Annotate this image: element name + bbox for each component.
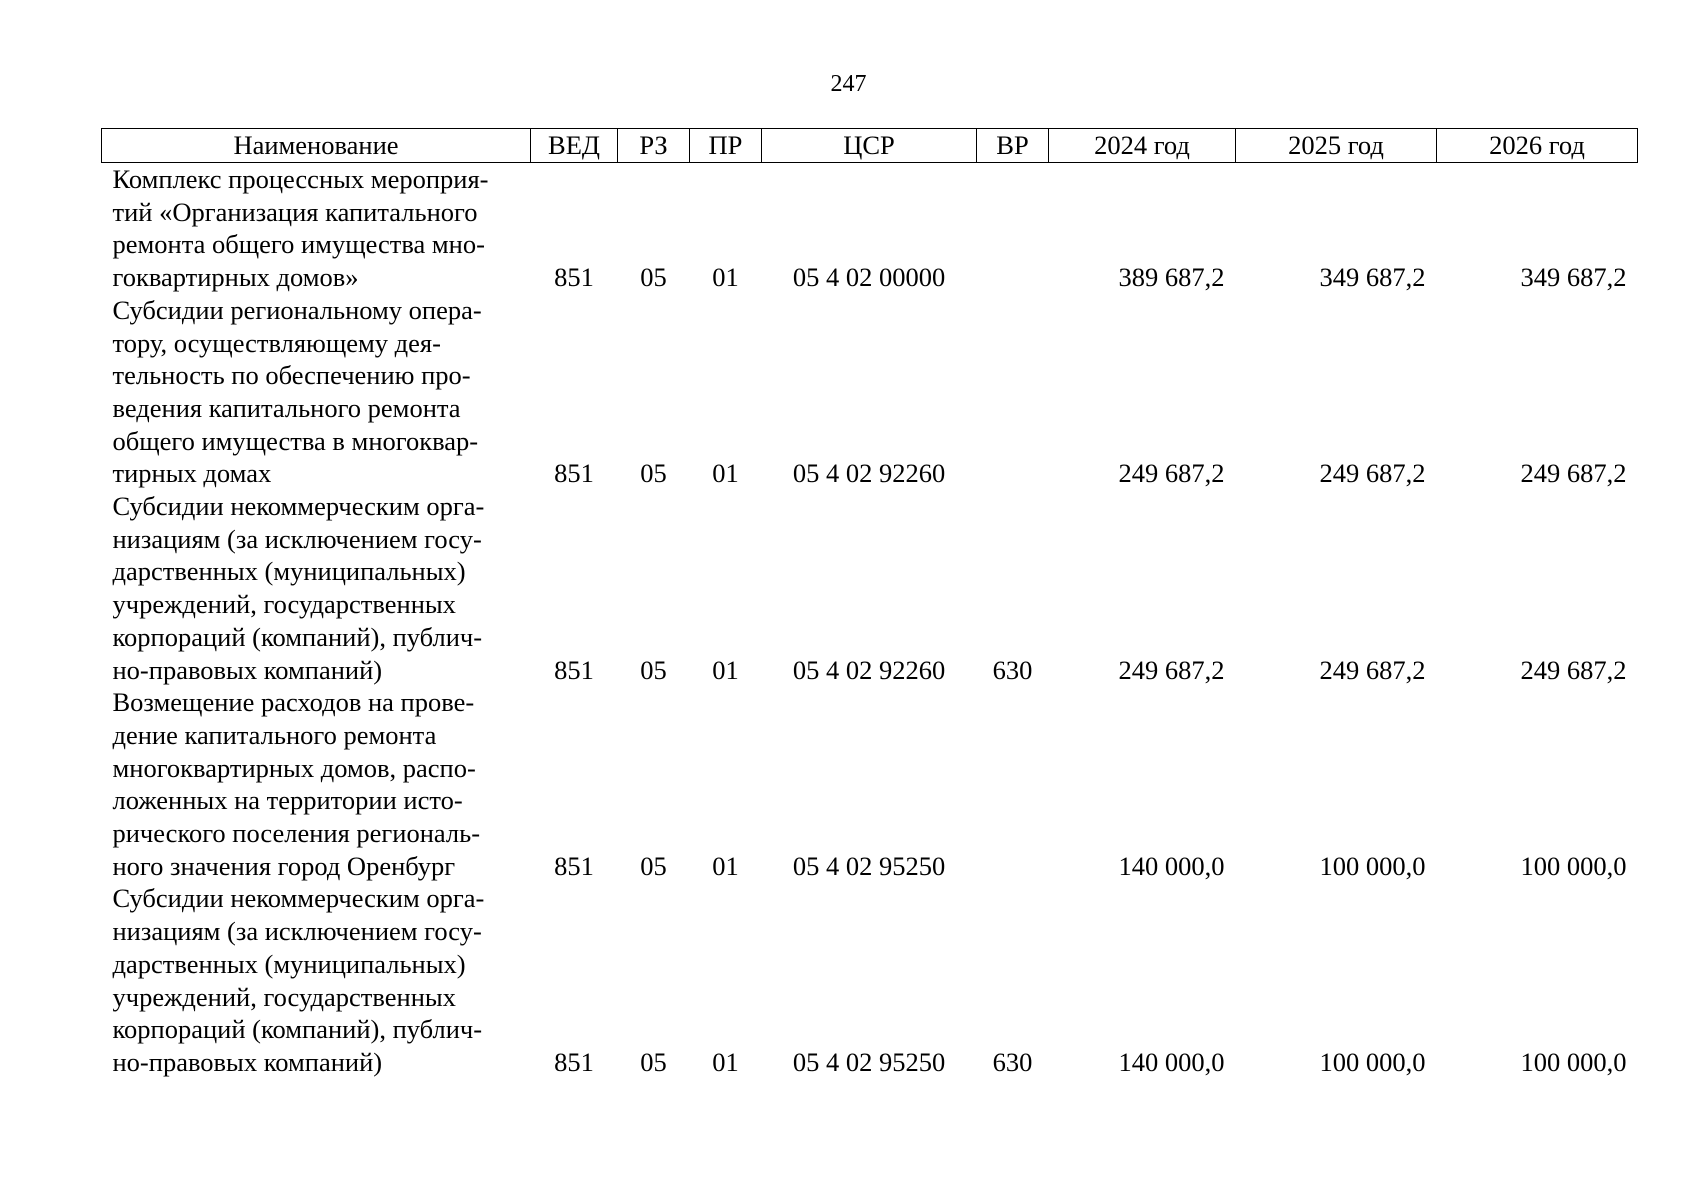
row-2025: 100 000,0 <box>1319 1046 1426 1077</box>
row-ved: 851 <box>554 458 594 489</box>
table-row <box>102 294 1638 490</box>
row-name-line: тору, осуществляющему дея- <box>112 327 441 358</box>
row-2025: 249 687,2 <box>1319 458 1426 489</box>
row-name-line: Комплекс процессных мероприя- <box>112 164 489 194</box>
row-name-line: многоквартирных домов, распо- <box>112 752 476 783</box>
row-rz: 05 <box>640 458 667 489</box>
header-2025: 2025 год <box>1236 129 1437 163</box>
row-2026: 249 687,2 <box>1520 654 1627 685</box>
row-pr: 01 <box>712 1046 739 1077</box>
row-2024: 140 000,0 <box>1118 850 1225 881</box>
row-2025: 349 687,2 <box>1319 262 1426 293</box>
row-name-line: дарственных (муниципальных) <box>112 556 466 587</box>
row-name-line: общего имущества в многоквар- <box>112 425 479 456</box>
row-name-line: Субсидии региональному опера- <box>112 294 482 325</box>
header-rz: РЗ <box>618 129 690 163</box>
row-2026: 249 687,2 <box>1520 458 1627 489</box>
table-row <box>102 163 1638 294</box>
row-name-line: ного значения город Оренбург <box>112 850 456 881</box>
row-name-line: тельность по обеспечению про- <box>112 360 471 391</box>
row-2024: 389 687,2 <box>1118 262 1225 293</box>
row-pr: 01 <box>712 262 739 293</box>
row-name-line: тирных домах <box>112 458 272 489</box>
table-header <box>102 129 1638 163</box>
row-rz: 05 <box>640 262 667 293</box>
row-vr <box>977 686 1049 882</box>
row-vr <box>977 163 1049 294</box>
row-ved: 851 <box>554 654 594 685</box>
row-pr: 01 <box>712 850 739 881</box>
header-row <box>102 129 1638 163</box>
row-vr: 630 <box>992 654 1033 685</box>
table-row <box>102 686 1638 882</box>
row-name-line: учреждений, государственных <box>112 981 456 1012</box>
row-csr: 05 4 02 92260 <box>792 654 946 685</box>
row-name-line: рического поселения региональ- <box>112 818 481 849</box>
row-name-line: Субсидии некоммерческим орга- <box>112 883 485 914</box>
row-pr: 01 <box>712 654 739 685</box>
row-csr: 05 4 02 95250 <box>792 1046 946 1077</box>
header-2026: 2026 год <box>1437 129 1638 163</box>
table-row <box>102 490 1638 686</box>
row-csr: 05 4 02 92260 <box>792 458 946 489</box>
row-name <box>102 490 531 686</box>
row-ved: 851 <box>554 262 594 293</box>
row-name <box>102 163 531 294</box>
row-name-line: Возмещение расходов на прове- <box>112 687 475 718</box>
row-name-line: учреждений, государственных <box>112 589 456 620</box>
row-name-line: ведения капитального ремонта <box>112 392 461 423</box>
row-2024: 249 687,2 <box>1118 654 1225 685</box>
row-csr: 05 4 02 95250 <box>792 850 946 881</box>
header-csr: ЦСР <box>762 129 977 163</box>
header-2024: 2024 год <box>1049 129 1236 163</box>
row-csr: 05 4 02 00000 <box>792 262 946 293</box>
row-name-line: но-правовых компаний) <box>112 654 383 685</box>
row-name-line: Субсидии некоммерческим орга- <box>112 491 485 522</box>
page-number: 247 <box>830 71 867 97</box>
row-rz: 05 <box>640 1046 667 1077</box>
header-name: Наименование <box>102 129 531 163</box>
row-ved: 851 <box>554 1046 594 1077</box>
row-name <box>102 294 531 490</box>
row-name-line: гоквартирных домов» <box>112 262 359 293</box>
header-vr: ВР <box>977 129 1049 163</box>
row-2024: 140 000,0 <box>1118 1046 1225 1077</box>
row-pr: 01 <box>712 458 739 489</box>
row-rz: 05 <box>640 850 667 881</box>
row-name-line: дение капитального ремонта <box>112 719 437 750</box>
row-2025: 249 687,2 <box>1319 654 1426 685</box>
header-ved: ВЕД <box>531 129 618 163</box>
row-ved: 851 <box>554 850 594 881</box>
row-name-line: корпораций (компаний), публич- <box>112 621 483 652</box>
row-name-line: низациям (за исключением госу- <box>112 523 482 554</box>
row-name-line: ложенных на территории исто- <box>112 785 463 816</box>
row-name-line: дарственных (муниципальных) <box>112 948 466 979</box>
row-name-line: но-правовых компаний) <box>112 1046 383 1077</box>
row-name <box>102 882 531 1078</box>
row-2026: 100 000,0 <box>1520 1046 1627 1077</box>
row-2025: 100 000,0 <box>1319 850 1426 881</box>
row-2026: 100 000,0 <box>1520 850 1627 881</box>
table-row <box>102 882 1638 1078</box>
row-2024: 249 687,2 <box>1118 458 1225 489</box>
row-2026: 349 687,2 <box>1520 262 1627 293</box>
row-name-line: низациям (за исключением госу- <box>112 916 482 947</box>
budget-table <box>101 128 1638 1079</box>
row-vr <box>977 294 1049 490</box>
row-name-line: тий «Организация капитального <box>112 196 478 227</box>
row-name-line: ремонта общего имущества мно- <box>112 229 485 260</box>
row-name-line: корпораций (компаний), публич- <box>112 1014 483 1045</box>
row-rz: 05 <box>640 654 667 685</box>
row-vr: 630 <box>992 1046 1033 1077</box>
header-pr: ПР <box>690 129 762 163</box>
row-name <box>102 686 531 882</box>
table-body <box>102 163 1638 1079</box>
